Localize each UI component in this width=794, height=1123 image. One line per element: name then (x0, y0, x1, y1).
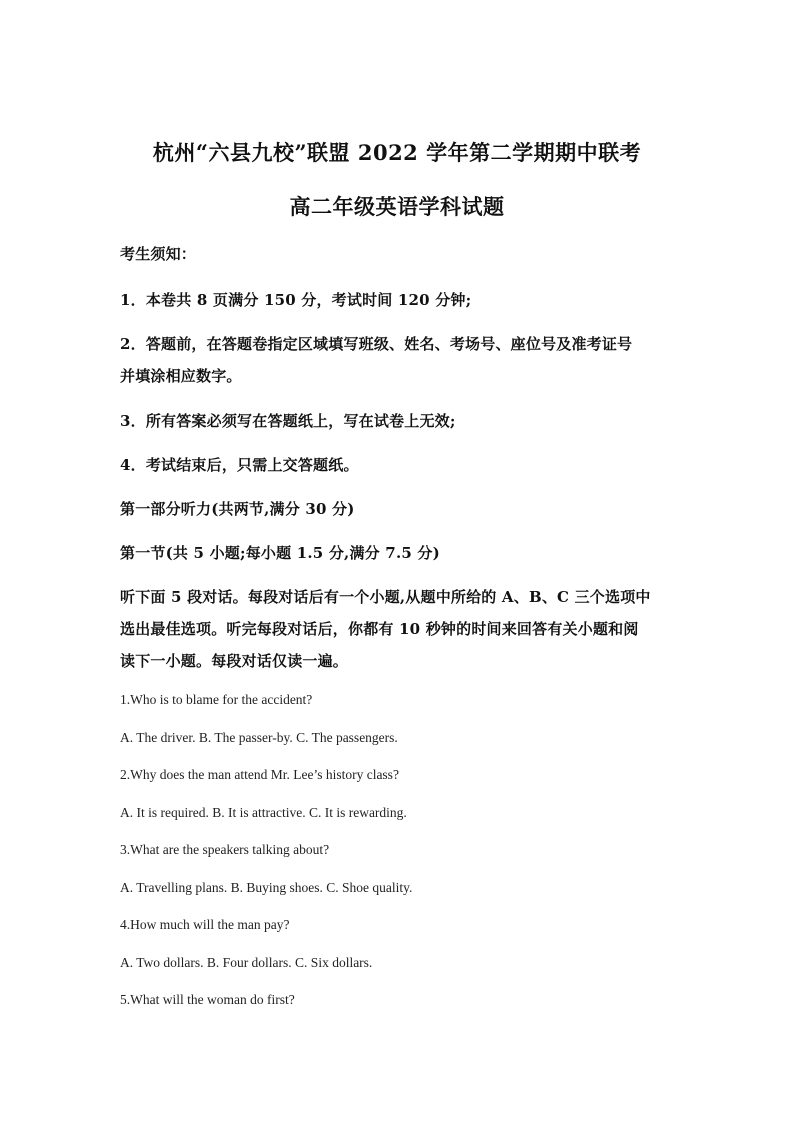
notice-item-1: 1．本卷共 8 页满分 150 分，考试时间 120 分钟; (120, 291, 472, 309)
notice-heading: 考生须知： (120, 245, 197, 263)
exam-title: 杭州“六县九校”联盟 2022 学年第二学期期中联考 (152, 140, 642, 165)
notice-item-3: 3．所有答案必须写在答题纸上，写在试卷上无效; (120, 412, 456, 430)
question-4-options: A. Two dollars. B. Four dollars. C. Six dollars. (120, 955, 373, 970)
instructions-line-3: 读下一小题。每段对话仅读一遍。 (120, 652, 349, 670)
notice-item-2-cont: 并填涂相应数字。 (120, 367, 242, 385)
instructions-line-2: 选出最佳选项。听完每段对话后，你都有 10 秒钟的时间来回答有关小题和阅 (120, 620, 639, 638)
question-4: 4.How much will the man pay? (120, 917, 290, 932)
question-1-options: A. The driver. B. The passer-by. C. The passengers. (120, 730, 398, 745)
question-1: 1.Who is to blame for the accident? (120, 692, 313, 707)
question-2-options: A. It is required. B. It is attractive. C. It is rewarding. (120, 805, 407, 820)
section-heading: 第一节(共 5 小题;每小题 1.5 分,满分 7.5 分) (120, 544, 440, 562)
question-3: 3.What are the speakers talking about? (120, 842, 330, 857)
instructions-line-1: 听下面 5 段对话。每段对话后有一个小题,从题中所给的 A、B、C 三个选项中 (120, 588, 651, 606)
notice-item-4: 4．考试结束后，只需上交答题纸。 (120, 456, 359, 474)
question-3-options: A. Travelling plans. B. Buying shoes. C. Shoe quality. (120, 880, 413, 895)
part-heading: 第一部分听力(共两节,满分 30 分) (120, 500, 355, 518)
exam-subtitle: 高二年级英语学科试题 (289, 194, 505, 219)
question-2: 2.Why does the man attend Mr. Lee’s history class? (120, 767, 399, 782)
question-5: 5.What will the woman do first? (120, 992, 295, 1007)
notice-item-2: 2．答题前，在答题卷指定区域填写班级、姓名、考场号、座位号及准考证号 (120, 335, 633, 353)
